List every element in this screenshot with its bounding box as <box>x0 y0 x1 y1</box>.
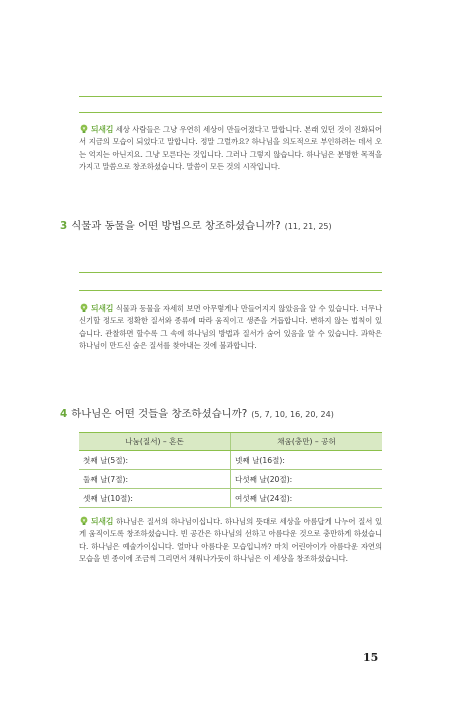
note-text: 하나님은 질서의 하나님이십니다. 하나님의 뜻대로 세상을 아름답게 나누어 질서 있게 움직이도록 창조하셨습니다. 빈 공간은 하나님의 선하고 아름다운 것으로 충만하게 하셨습니다. 하나님은 예술가이십니다. 얼마나 아름다운 모습입니까? 마치 어린아이가 아름다운 자연의 모습을 빈 종이에 조금씩 그리면서 채워나가듯이 하나님은 이 세상을 창조하셨습니다. <box>79 517 382 564</box>
note-text: 세상 사람들은 그냥 우연히 세상이 만들어졌다고 말합니다. 본래 있던 것이 진화되어서 지금의 모습이 되었다고 말합니다. 정말 그럴까요? 하나님을 의도적으로 부인하려는 데서 오는 억지는 아닌지요. 그냥 모른다는 것입니다. 그러나 그렇지 않습니다. 하나님은 분명한 목적을 가지고 말씀으로 창조하셨습니다. 말씀이 모든 것의 시작입니다. <box>79 125 382 172</box>
verse-refs: (11, 21, 25) <box>284 222 332 231</box>
lightbulb-icon <box>79 516 89 526</box>
note-tag: 되새김 <box>91 304 114 313</box>
lightbulb-icon <box>79 303 89 313</box>
table-row <box>79 451 382 470</box>
table-cell[interactable]: 다섯째 날(20절): <box>231 470 383 489</box>
answer-line <box>79 112 382 113</box>
answer-line <box>79 96 382 97</box>
column-header-order: 나눔(질서) – 혼돈 <box>79 433 231 451</box>
question-text: 식물과 동물을 어떤 방법으로 창조하셨습니까? <box>71 220 281 232</box>
verse-refs: (5, 7, 10, 16, 20, 24) <box>251 410 334 419</box>
table-cell[interactable]: 넷째 날(16절): <box>231 451 383 470</box>
table-row <box>79 489 382 508</box>
question-heading <box>60 217 332 232</box>
column-header-fullness: 채움(충만) – 공허 <box>231 433 383 451</box>
question-number: 3 <box>60 220 68 232</box>
reflection-note <box>79 516 382 566</box>
answer-line <box>79 290 382 291</box>
table-cell[interactable]: 둘째 날(7절): <box>79 470 231 489</box>
table-row <box>79 470 382 489</box>
note-tag: 되새김 <box>91 125 114 134</box>
page-number: 15 <box>363 651 379 664</box>
table-cell[interactable]: 셋째 날(10절): <box>79 489 231 508</box>
answer-line <box>79 272 382 273</box>
note-text: 식물과 동물을 자세히 보면 아무렇게나 만들어지지 않았음을 알 수 있습니다. 너무나 신기할 정도로 정확한 질서와 종류에 따라 움직이고 생존을 거듭합니다. 변하지 않는 법칙이 있습니다. 관찰하면 할수록 그 속에 하나님의 방법과 질서가 숨어 있음을 알 수 있습니다. 과학은 하나님이 만드신 숨은 질서를 찾아내는 것에 불과합니다. <box>79 304 382 351</box>
table-cell[interactable]: 첫째 날(5절): <box>79 451 231 470</box>
table-cell[interactable]: 여섯째 날(24절): <box>231 489 383 508</box>
question-heading <box>60 405 334 420</box>
creation-days-table <box>79 432 382 508</box>
reflection-note <box>79 124 382 174</box>
question-text: 하나님은 어떤 것들을 창조하셨습니까? <box>71 408 248 420</box>
lightbulb-icon <box>79 124 89 134</box>
question-number: 4 <box>60 408 68 420</box>
table-header-row <box>79 433 382 451</box>
note-tag: 되새김 <box>91 517 114 526</box>
reflection-note <box>79 303 382 353</box>
